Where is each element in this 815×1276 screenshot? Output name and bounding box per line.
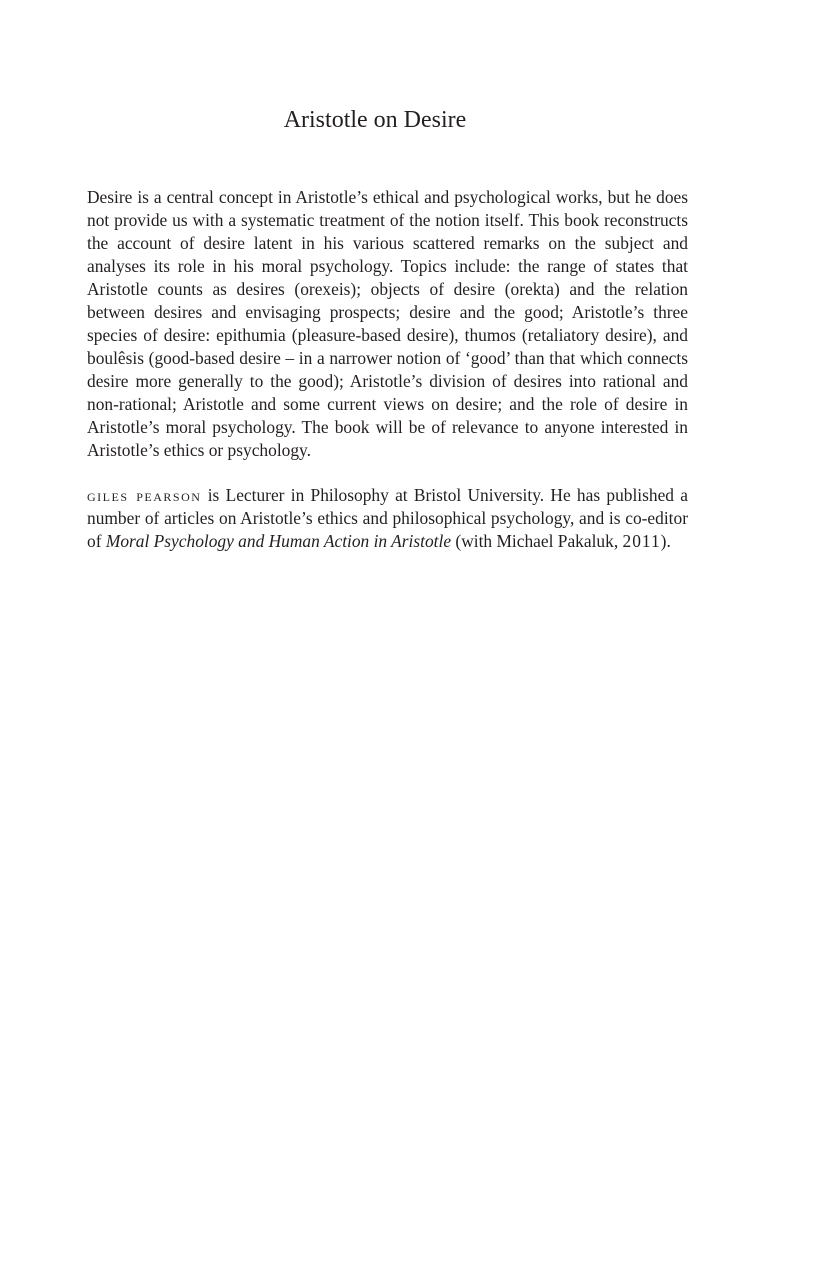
bio-text-part-2: (with Michael Pakaluk,: [451, 531, 623, 551]
author-bio: [87, 484, 688, 553]
page-title: Aristotle on Desire: [283, 107, 467, 133]
author-name: giles pearson: [87, 485, 202, 505]
co-edited-book-title: Moral Psychology and Human Action in Aristotle: [105, 531, 452, 551]
bio-closing: ).: [660, 531, 671, 551]
bio-text-part-1: is Lecturer in Philosophy at Bristol University. He has published a number of articles on Aristotle’s ethics and philosophical psychology, and is co-editor of: [87, 485, 688, 551]
publication-year: 2011: [622, 531, 661, 551]
book-description: Desire is a central concept in Aristotle’s ethical and psychological works, but he does not provide us with a systematic treatment of the notion itself. This book reconstructs the account of desire latent in his various scattered remarks on the subject and analyses its role in his moral psychology. Topics include: the range of states that Aristotle counts as desires (orexeis); objects of desire (orekta) and the relation between desires and envisaging prospects; desire and the good; Aristotle’s three species of desire: epithumia (pleasure-based desire), thumos (retaliatory desire), and boulêsis (good-based desire – in a narrower notion of ‘good’ than that which connects desire more generally to the good); Aristotle’s division of desires into rational and non-rational; Aristotle and some current views on desire; and the role of desire in Aristotle’s moral psychology. The book will be of relevance to anyone interested in Aristotle’s ethics or psychology.: [87, 187, 688, 460]
